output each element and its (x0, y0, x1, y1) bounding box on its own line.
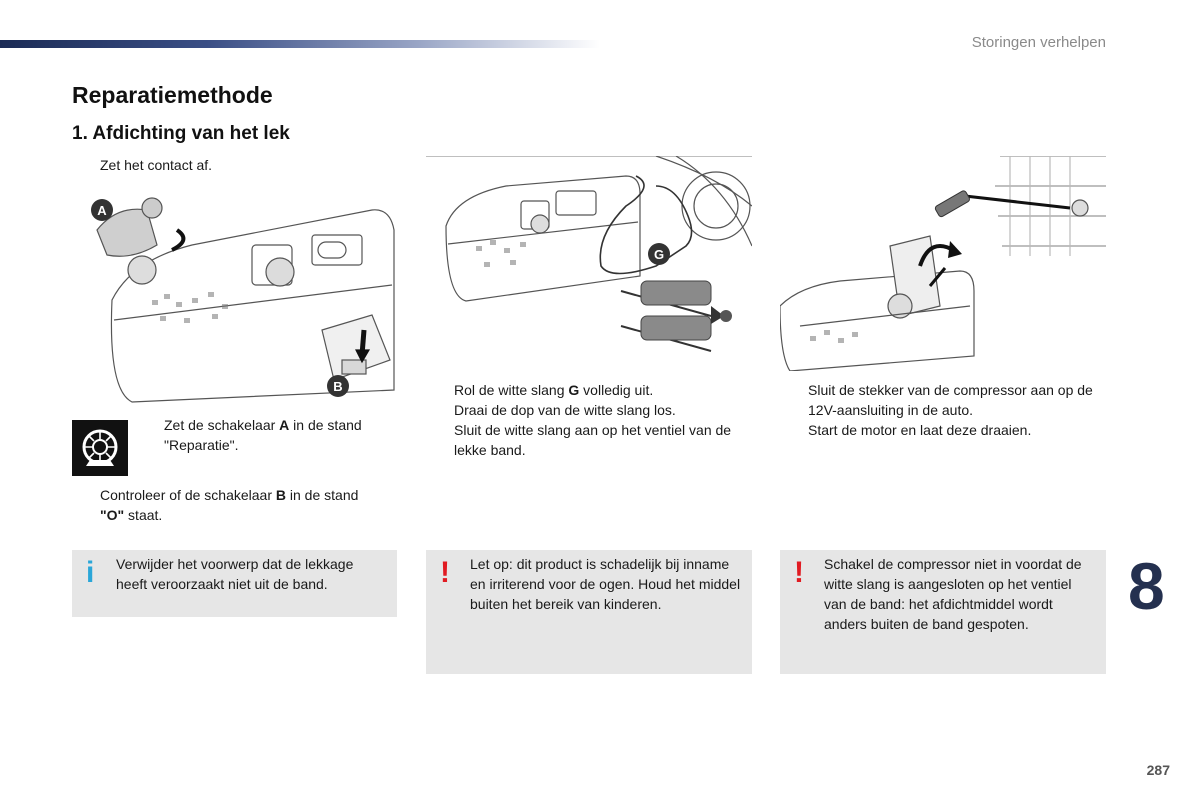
page-title: Reparatiemethode (72, 82, 273, 108)
step-contact-off (72, 155, 392, 175)
label-a: A (97, 203, 107, 218)
warning-icon: ! (440, 556, 450, 589)
info-box (72, 550, 397, 617)
step-switch-b (72, 485, 372, 525)
chapter-number: 8 (1128, 549, 1165, 623)
step-text: Controleer of de schakelaar (100, 487, 276, 503)
info-text: Verwijder het voorwerp dat de lekkage heeft veroorzaakt niet uit de band. (116, 556, 354, 592)
step-text: Sluit de witte slang aan op het ventiel van de lekke band. (454, 422, 732, 458)
warning-box-product (426, 550, 752, 674)
hose-illustration (426, 156, 752, 371)
warning-text: Let op: dit product is schadelijk bij inname en irriterend voor de ogen. Houd het middel buiten het bereik van kinderen. (470, 556, 741, 612)
page-subtitle: 1. Afdichting van het lek (72, 123, 290, 144)
step-text: Rol de witte slang (454, 382, 569, 398)
step-text: in de stand "Reparatie". (164, 417, 362, 453)
step-unscrew-cap (426, 400, 752, 420)
warning-icon: ! (794, 556, 804, 589)
step-unroll-hose (426, 380, 752, 400)
label-b: B (333, 379, 343, 394)
hose-g-label: G (568, 382, 580, 398)
step-text: staat. (124, 507, 163, 523)
warning-text: Schakel de compressor niet in voordat de witte slang is aangesloten op het ventiel van de band: het afdichtmiddel wordt anders buiten de band gespoten. (824, 556, 1082, 632)
power-plug-illustration (780, 156, 1106, 371)
step-text: Draai de dop van de witte slang los. (454, 402, 676, 418)
step-text: in de stand (286, 487, 359, 503)
step-switch-a (136, 415, 366, 455)
switch-position-label: "O" (100, 507, 125, 523)
step-text: volledig uit. (579, 382, 654, 398)
switch-a-label: A (279, 417, 290, 433)
label-g: G (653, 247, 665, 262)
warning-box-compressor (780, 550, 1106, 674)
info-icon: i (86, 556, 95, 589)
section-title: Storingen verhelpen (971, 34, 1106, 51)
switch-b-label: B (275, 487, 286, 503)
step-text: Sluit de stekker van de compressor aan op de 12V-aansluiting in de auto. (808, 382, 1093, 418)
step-text: Zet het contact af. (100, 157, 213, 173)
step-text: Start de motor en laat deze draaien. (808, 422, 1032, 438)
page-number: 287 (1146, 762, 1170, 778)
step-connect-hose (426, 420, 752, 460)
header-gradient-bar (0, 40, 600, 48)
step-plug-in (780, 380, 1106, 420)
compressor-switch-illustration (72, 190, 400, 405)
repair-mode-icon (72, 420, 128, 476)
step-text: Zet de schakelaar (164, 417, 280, 433)
step-start-engine (780, 420, 1106, 440)
